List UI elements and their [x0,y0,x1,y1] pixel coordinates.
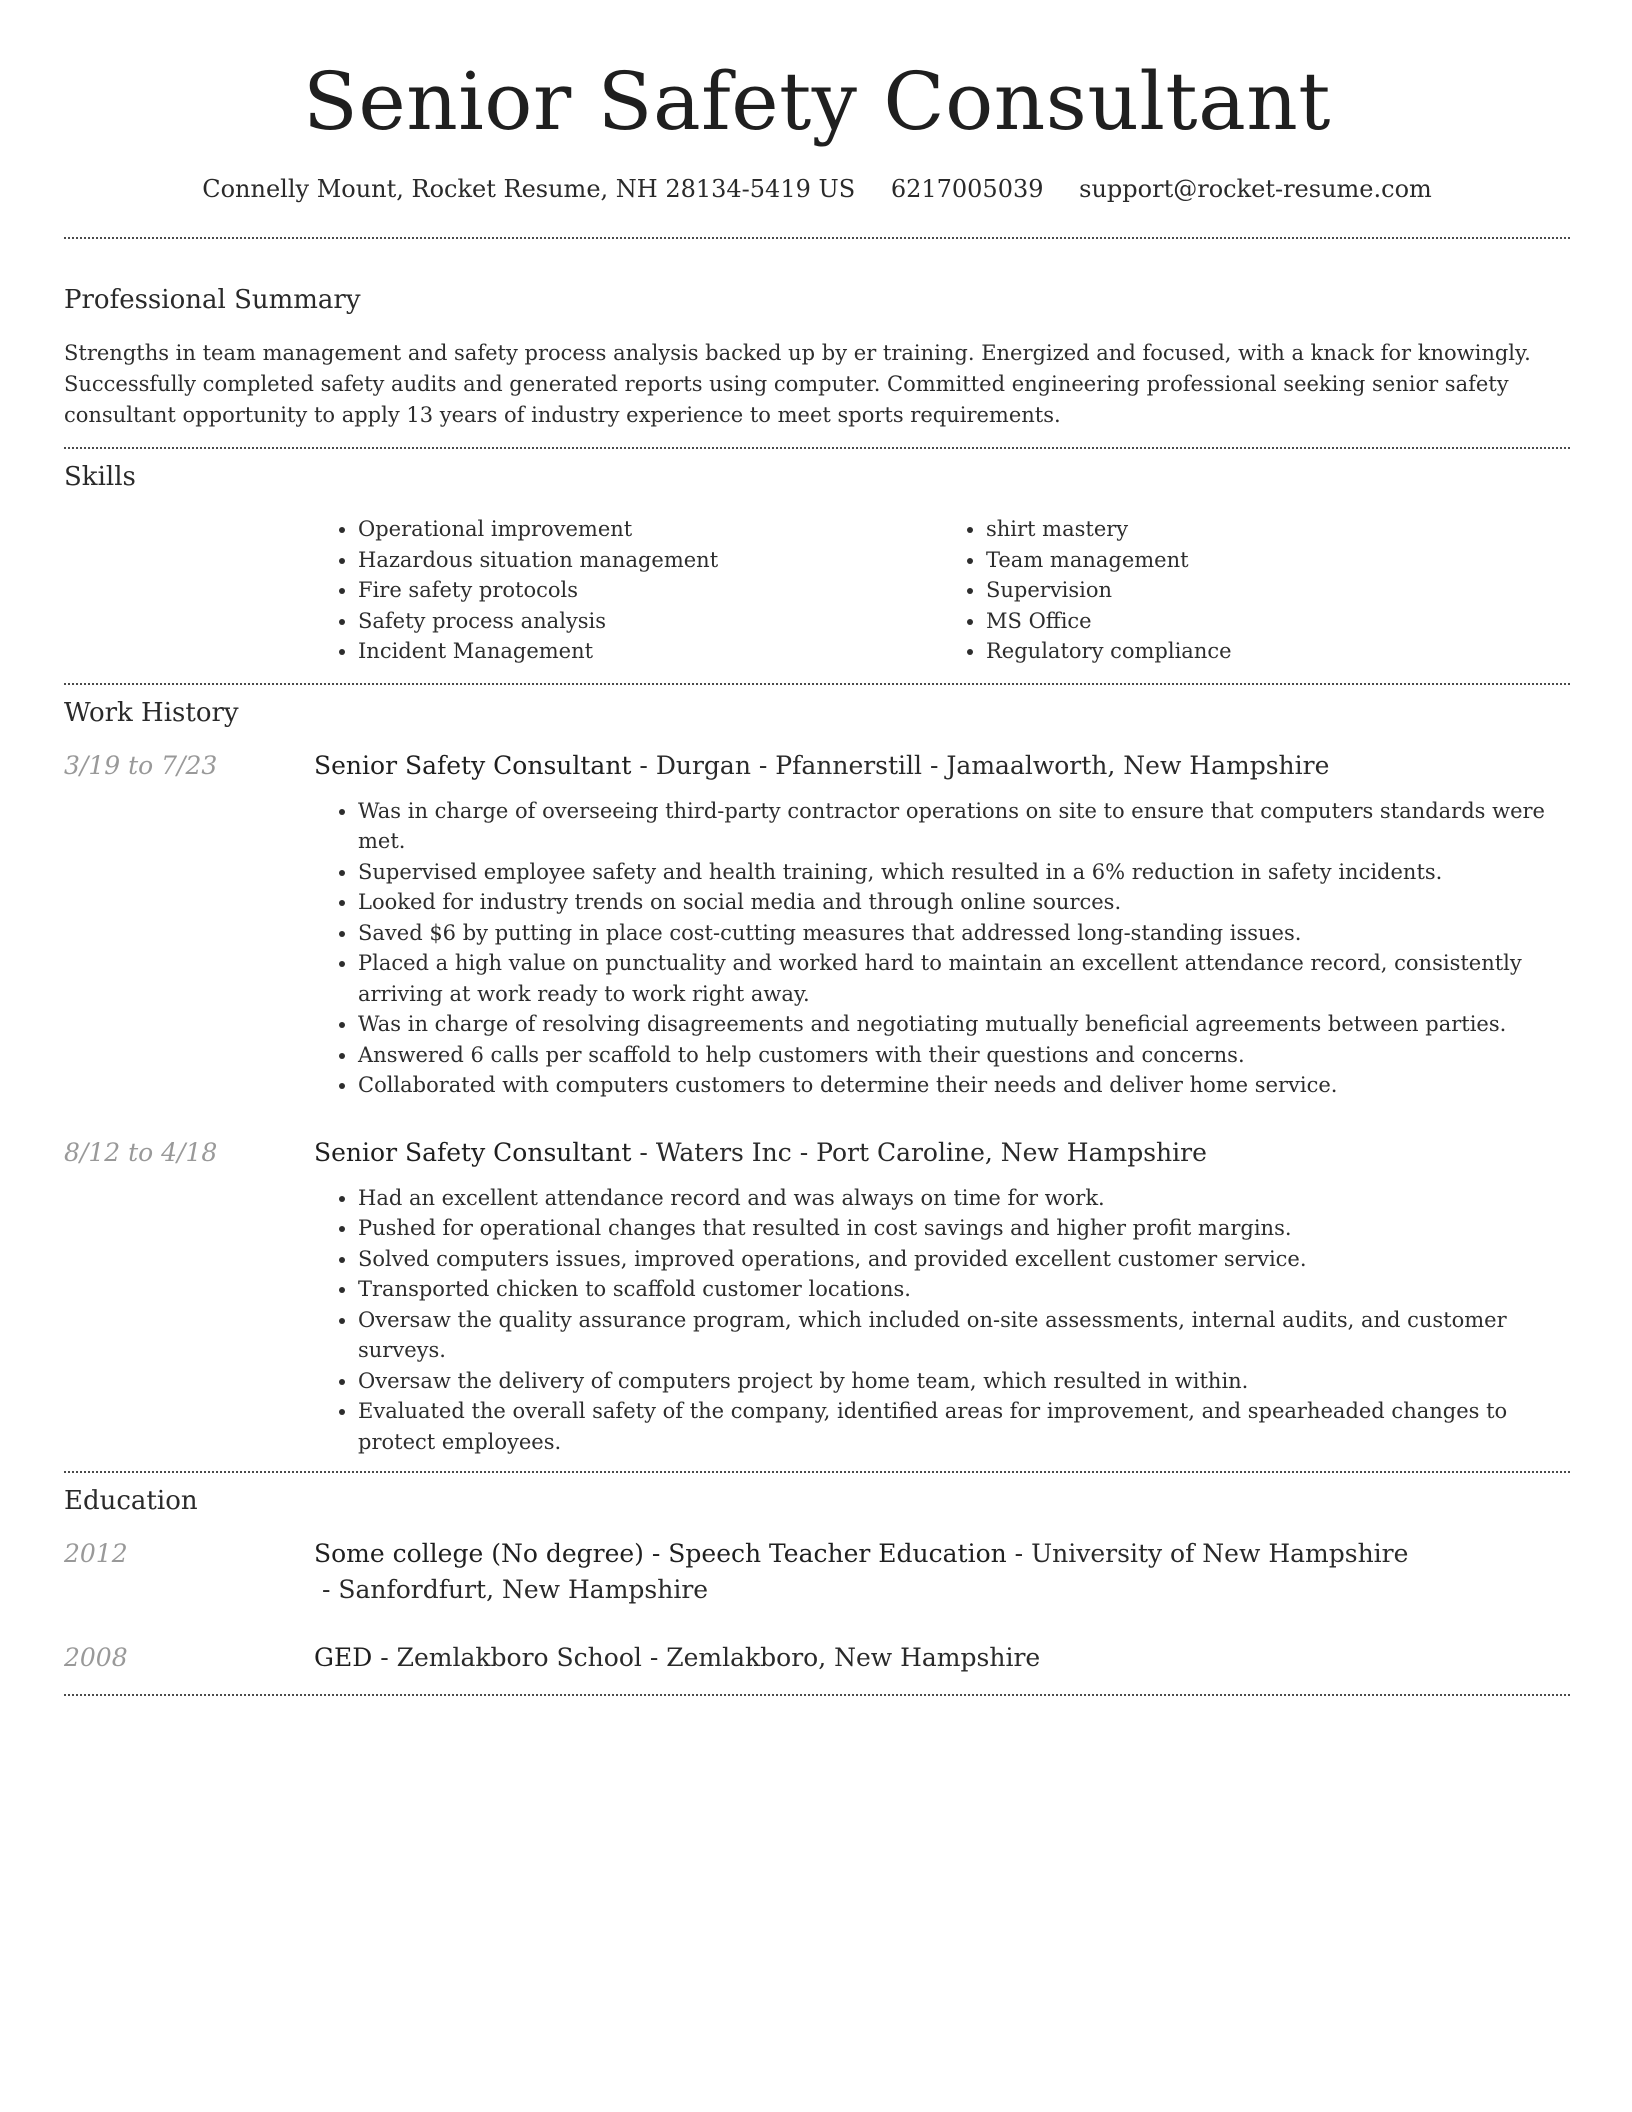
skill-item: • Safety process analysis [358,606,942,637]
skill-item: • Regulatory compliance [986,636,1570,667]
address: Connelly Mount, Rocket Resume, NH 28134-5419 US [202,175,856,203]
divider [64,447,1570,449]
job-company: Durgan - Pfannerstill [655,750,923,780]
job-company: Waters Inc [655,1137,792,1167]
skill-item: • Fire safety protocols [358,575,942,606]
skills-column-left [314,514,942,667]
job-title: Senior Safety Consultant [314,750,632,780]
job-bullet: • Was in charge of resolving disagreements and negotiating mutually beneficial agreements between parties. [358,1009,1570,1040]
skill-item: • Team management [986,545,1570,576]
job-location: Port Caroline, New Hampshire [816,1137,1207,1167]
skill-item: • MS Office [986,606,1570,637]
section-title-skills: Skills [64,462,136,492]
education-location: Zemlakboro, New Hampshire [666,1643,1041,1672]
summary-text: Strengths in team management and safety process analysis backed up by er training. Energized and focused, with a knack for knowingly. Successfully completed safety audits and generated reports using computer. Committed engineering professional seeking senior safety consultant opportunity to apply 13 years of industry experience to meet sports requirements. [64,341,1531,427]
job-bullet: • Had an excellent attendance record and was always on time for work. [358,1183,1570,1214]
divider [64,1694,1570,1696]
job-bullet: • Transported chicken to scaffold customer locations. [358,1274,1570,1305]
separator: - [631,1137,656,1167]
divider [64,1471,1570,1473]
section-title-education: Education [64,1486,198,1516]
separator: - [791,1137,817,1167]
candidate-name: Senior Safety Consultant [303,55,1331,148]
job-bullet: • Oversaw the delivery of computers project by home team, which resulted in within. [358,1366,1570,1397]
job-bullet: • Oversaw the quality assurance program, which included on-site assessments, internal audits, and customer surveys. [358,1305,1570,1366]
section-title-summary: Professional Summary [64,285,361,315]
education-entry [64,1536,1570,1608]
separator: - [372,1643,397,1672]
education-degree: Some college (No degree) - Speech Teacher Education [314,1539,1007,1568]
skill-item: • Hazardous situation management [358,545,942,576]
skill-item: • shirt mastery [986,514,1570,545]
job-entry [64,1135,1570,1458]
job-bullet: • Evaluated the overall safety of the company, identified areas for improvement, and spearheaded changes to protect employees. [358,1396,1570,1457]
separator: - [922,750,947,780]
phone: 6217005039 [890,175,1044,203]
skill-item: • Incident Management [358,636,942,667]
section-title-work: Work History [64,697,239,728]
job-bullets [314,1183,1570,1458]
job-entry [64,748,1570,1101]
education-school: University of New Hampshire [1031,1539,1409,1568]
contact-line [64,172,1570,206]
separator: - [1006,1539,1032,1568]
job-bullet: • Answered 6 calls per scaffold to help customers with their questions and concerns. [358,1040,1570,1071]
job-dates: 3/19 to 7/23 [64,750,218,780]
education-school: Zemlakboro School [396,1643,642,1672]
skills-list [314,514,1570,667]
skill-item: • Operational improvement [358,514,942,545]
education-heading [314,1640,1570,1676]
job-bullet: • Collaborated with computers customers to determine their needs and deliver home service. [358,1070,1570,1101]
job-body [314,748,1570,1101]
separator: - [631,750,656,780]
divider [64,237,1570,239]
job-location: Jamaalworth, New Hampshire [946,750,1330,780]
education-entry [64,1640,1570,1676]
education-year: 2012 [64,1539,128,1568]
education-year: 2008 [64,1643,128,1672]
separator: - [641,1643,667,1672]
job-bullet: • Placed a high value on punctuality and worked hard to maintain an excellent attendance record, consistently arriving at work ready to work right away. [358,948,1570,1009]
job-heading [314,748,1570,784]
job-bullet: • Pushed for operational changes that resulted in cost savings and higher profit margins. [358,1213,1570,1244]
job-bullet: • Solved computers issues, improved operations, and provided excellent customer service. [358,1244,1570,1275]
email: support@rocket-resume.com [1079,175,1432,203]
separator: - [314,1575,339,1604]
education-location: Sanfordfurt, New Hampshire [338,1575,709,1604]
skills-column-right [942,514,1570,667]
job-bullet: • Looked for industry trends on social media and through online sources. [358,887,1570,918]
resume-page [64,0,1570,1696]
job-title: Senior Safety Consultant [314,1137,632,1167]
education-degree: GED [314,1643,373,1672]
education-heading [314,1536,1570,1608]
job-bullet: • Supervised employee safety and health training, which resulted in a 6% reduction in safety incidents. [358,857,1570,888]
job-heading [314,1135,1570,1171]
skill-item: • Supervision [986,575,1570,606]
job-bullets [314,796,1570,1101]
divider [64,683,1570,685]
job-bullet: • Saved $6 by putting in place cost-cutting measures that addressed long-standing issues. [358,918,1570,949]
job-bullet: • Was in charge of overseeing third-party contractor operations on site to ensure that computers standards were met. [358,796,1570,857]
job-dates: 8/12 to 4/18 [64,1137,218,1167]
job-body [314,1135,1570,1458]
